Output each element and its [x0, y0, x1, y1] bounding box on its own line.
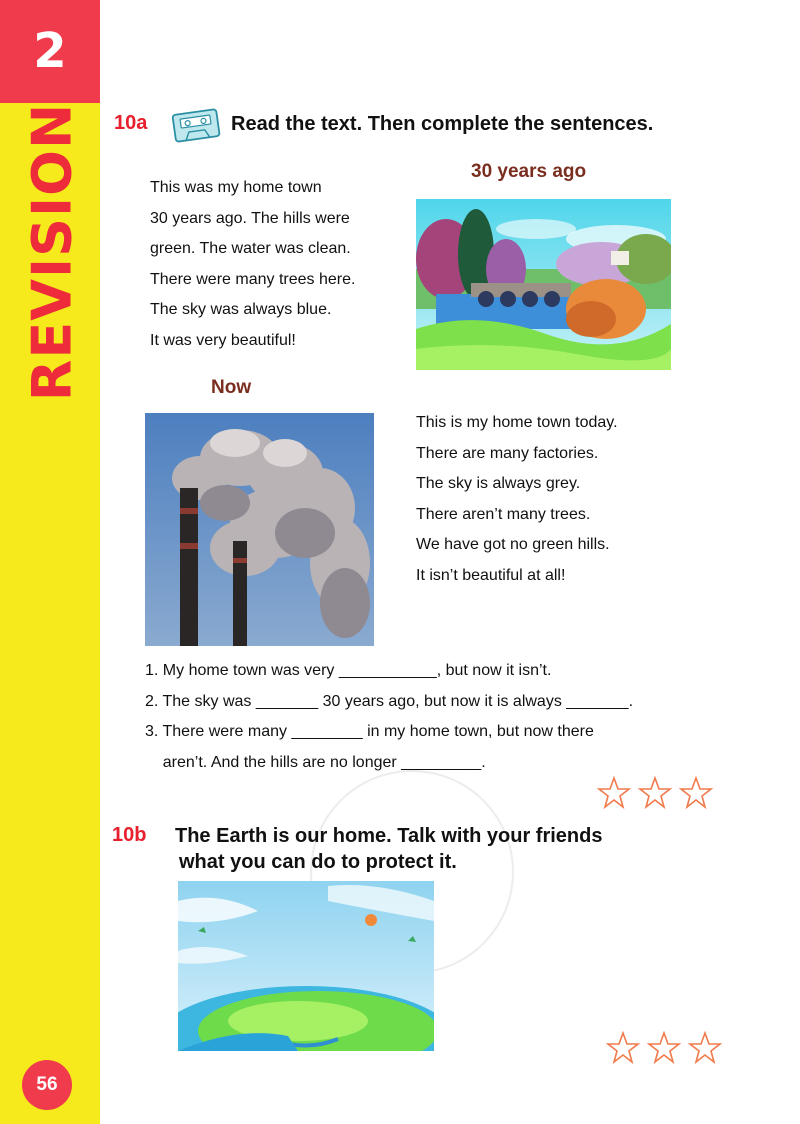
past-line: This was my home town — [150, 179, 322, 196]
sentence-item: 3. There were many ________ in my home town, but now there — [145, 723, 594, 740]
earth-illustration — [178, 881, 434, 1051]
past-line: The sky was always blue. — [150, 301, 332, 318]
exercise-10b-instruction-line2: what you can do to protect it. — [179, 851, 457, 873]
rating-stars — [606, 1031, 724, 1070]
cassette-tape-icon — [170, 106, 222, 144]
star-icon — [599, 778, 629, 807]
star-icon — [649, 1033, 679, 1062]
sentence-item: 1. My home town was very ___________, but now it isn’t. — [145, 662, 552, 679]
star-icon — [608, 1033, 638, 1062]
star-icon — [640, 778, 670, 807]
past-line: There were many trees here. — [150, 270, 356, 288]
present-line: There aren’t many trees. — [416, 505, 591, 523]
sentence-item: 2. The sky was _______ 30 years ago, but now it is always _______. — [145, 692, 634, 710]
present-line: We have got no green hills. — [416, 536, 610, 553]
exercise-10a-instruction: Read the text. Then complete the sentences. — [231, 113, 654, 135]
rating-stars — [597, 776, 715, 815]
star-icon — [690, 1033, 720, 1062]
landscape-photo — [416, 199, 671, 370]
past-paragraph — [150, 173, 355, 356]
exercise-10b-instruction-line1: The Earth is our home. Talk with your friends — [175, 825, 603, 847]
sentence-item: aren’t. And the hills are no longer _________. — [145, 753, 486, 771]
past-caption: 30 years ago — [471, 161, 587, 182]
completion-sentences — [145, 656, 633, 778]
revision-label: REVISION — [20, 102, 84, 402]
star-icon — [681, 778, 711, 807]
page-number: 56 — [22, 1060, 72, 1110]
present-line: This is my home town today. — [416, 414, 618, 431]
past-line: green. The water was clean. — [150, 240, 351, 257]
factory-chimney-photo — [145, 413, 374, 646]
exercise-10a-number: 10a — [114, 112, 148, 134]
past-line: It was very beautiful! — [150, 331, 296, 349]
present-line: It isn’t beautiful at all! — [416, 566, 566, 584]
exercise-10b-number: 10b — [112, 824, 147, 846]
present-paragraph — [416, 408, 618, 591]
present-line: The sky is always grey. — [416, 475, 581, 492]
present-line: There are many factories. — [416, 444, 599, 462]
past-line: 30 years ago. The hills were — [150, 209, 350, 227]
unit-number: 2 — [0, 0, 100, 103]
present-caption: Now — [211, 377, 252, 398]
